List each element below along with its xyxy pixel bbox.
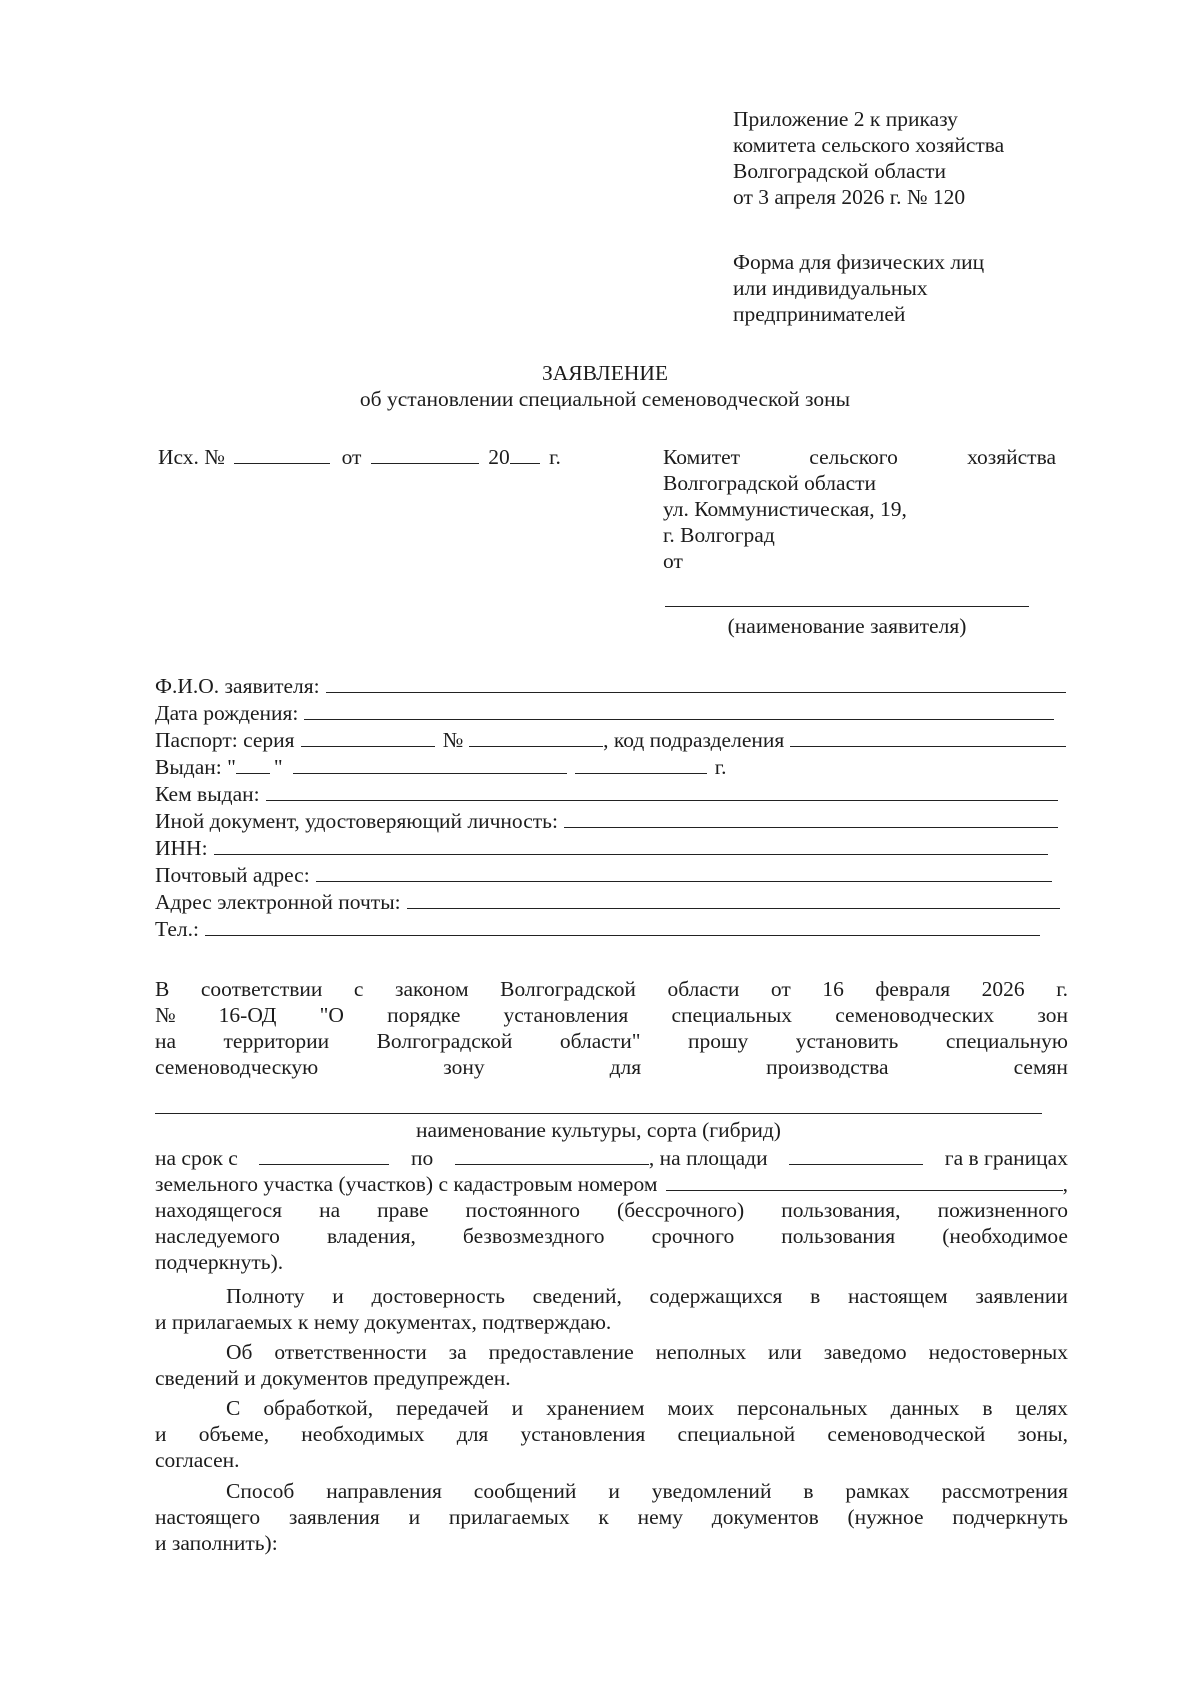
word: г.	[1056, 977, 1068, 1001]
form-type-line: или индивидуальных	[733, 276, 928, 300]
word: и	[332, 1284, 344, 1308]
word: установления	[520, 1422, 646, 1446]
outgoing-date-field[interactable]	[371, 444, 479, 464]
word: зон	[1037, 1003, 1068, 1027]
p4-line-3: и заполнить):	[155, 1531, 278, 1555]
word: специальной	[677, 1422, 796, 1446]
rights-line-1	[155, 1197, 1068, 1223]
addressee-word: сельского	[809, 445, 898, 469]
word: "О	[319, 1003, 344, 1027]
inn-label: ИНН:	[155, 836, 208, 860]
passport-number-field[interactable]	[469, 727, 603, 747]
personal-data-consent-paragraph	[155, 1395, 1068, 1473]
word: установления	[503, 1003, 629, 1027]
word: целях	[1015, 1396, 1068, 1420]
word: сообщений	[473, 1479, 577, 1503]
form-type-note	[733, 249, 984, 327]
word: от	[770, 977, 791, 1001]
inn-row	[155, 835, 1048, 862]
word: заявления	[288, 1505, 380, 1529]
word: в	[803, 1479, 814, 1503]
term-from-label: на срок с	[155, 1146, 238, 1170]
p3-line-2	[155, 1421, 1068, 1447]
request-line-2	[155, 1002, 1068, 1028]
word: и	[155, 1422, 167, 1446]
word: передачей	[396, 1396, 489, 1420]
postal-address-field[interactable]	[316, 862, 1052, 882]
word: срочного	[651, 1224, 735, 1248]
word: настоящего	[155, 1505, 261, 1529]
addressee-word: хозяйства	[967, 445, 1056, 469]
cadastral-line	[155, 1171, 1068, 1197]
passport-code-label: , код подразделения	[603, 728, 785, 752]
area-label: , на площади	[648, 1146, 768, 1170]
word: семеноводческих	[835, 1003, 995, 1027]
word: области"	[559, 1029, 641, 1053]
outgoing-no-field[interactable]	[234, 444, 330, 464]
word: обработкой,	[263, 1396, 374, 1420]
word: Полноту	[226, 1284, 305, 1308]
passport-code-field[interactable]	[790, 727, 1066, 747]
other-document-field[interactable]	[564, 808, 1058, 828]
word: зоны,	[1017, 1422, 1068, 1446]
cadastral-label: земельного участка (участков) с кадастровым номером	[155, 1172, 658, 1196]
cadastral-comma: ,	[1062, 1172, 1068, 1196]
request-paragraph	[155, 976, 1068, 1080]
addressee-line-3: ул. Коммунистическая, 19,	[663, 497, 907, 521]
word: (необходимое	[942, 1224, 1068, 1248]
word: с	[353, 977, 364, 1001]
addressee-block	[663, 444, 1056, 574]
outgoing-no-label: Исх. №	[158, 445, 225, 469]
email-field[interactable]	[407, 889, 1060, 909]
word: 16	[822, 977, 844, 1001]
word: рамках	[845, 1479, 910, 1503]
issued-label: Выдан: "	[155, 755, 236, 779]
request-line-1	[155, 976, 1068, 1002]
fio-field[interactable]	[326, 673, 1066, 693]
word: для	[609, 1055, 642, 1079]
word: и	[408, 1505, 421, 1529]
title-main: ЗАЯВЛЕНИЕ	[541, 361, 669, 385]
term-to-label: по	[411, 1146, 434, 1170]
other-document-label: Иной документ, удостоверяющий личность:	[155, 809, 558, 833]
word: Волгоградской	[376, 1029, 513, 1053]
word: семян	[1013, 1055, 1068, 1079]
word: или	[768, 1340, 802, 1364]
word: специальных	[671, 1003, 793, 1027]
word: документов	[711, 1505, 819, 1529]
culture-name-field[interactable]	[155, 1113, 1042, 1114]
p2-line-2: сведений и документов предупрежден.	[155, 1366, 511, 1390]
word: моих	[667, 1396, 715, 1420]
word: неполных	[655, 1340, 747, 1364]
applicant-name-caption: (наименование заявителя)	[727, 614, 967, 638]
word: и	[511, 1396, 524, 1420]
culture-name-caption: наименование культуры, сорта (гибрид)	[416, 1118, 781, 1142]
appendix-reference	[733, 106, 1004, 210]
word: семеноводческую	[155, 1055, 319, 1079]
issued-year-field[interactable]	[575, 754, 707, 774]
word: специальную	[945, 1029, 1068, 1053]
word: праве	[377, 1198, 429, 1222]
word: порядке	[387, 1003, 461, 1027]
other-document-row	[155, 808, 1058, 835]
word: содержащихся	[649, 1284, 783, 1308]
fio-label: Ф.И.О. заявителя:	[155, 674, 320, 698]
postal-address-label: Почтовый адрес:	[155, 863, 310, 887]
word: В	[155, 977, 170, 1001]
word: необходимых	[301, 1422, 425, 1446]
issued-day-field[interactable]	[236, 754, 270, 774]
form-type-line: Форма для физических лиц	[733, 250, 985, 274]
word: хранением	[546, 1396, 645, 1420]
word: владения,	[326, 1224, 416, 1248]
issued-by-label: Кем выдан:	[155, 782, 260, 806]
issued-month-field[interactable]	[293, 754, 567, 774]
postal-address-row	[155, 862, 1052, 889]
word: персональных	[737, 1396, 868, 1420]
word: постоянного	[465, 1198, 581, 1222]
word: пользования	[781, 1224, 896, 1248]
fio-row	[155, 673, 1066, 700]
passport-number-label: №	[442, 728, 464, 752]
word: Волгоградской	[500, 977, 636, 1001]
p3-line-3: согласен.	[155, 1448, 240, 1472]
word: в	[810, 1284, 821, 1308]
word: находящегося	[155, 1198, 283, 1222]
request-line-4	[155, 1054, 1068, 1080]
passport-series-label: Паспорт: серия	[155, 728, 295, 752]
word: прилагаемых	[448, 1505, 570, 1529]
appendix-line: Волгоградской области	[733, 159, 947, 183]
birth-date-label: Дата рождения:	[155, 701, 299, 725]
word: зону	[443, 1055, 485, 1079]
word: ответственности	[274, 1340, 427, 1364]
addressee-line-5: от	[663, 549, 683, 573]
word: (бессрочного)	[617, 1198, 745, 1222]
term-to-field[interactable]	[455, 1145, 649, 1165]
birth-date-row	[155, 700, 1054, 727]
word: подчеркнуть	[952, 1505, 1068, 1529]
word: 2026	[981, 977, 1025, 1001]
term-area-block	[155, 1145, 1068, 1275]
word: на	[319, 1198, 341, 1222]
word: за	[448, 1340, 467, 1364]
request-line-3	[155, 1028, 1068, 1054]
passport-row	[155, 727, 1066, 754]
rights-line-2	[155, 1223, 1068, 1249]
outgoing-from-label: от	[341, 445, 362, 469]
word: наследуемого	[155, 1224, 280, 1248]
word: Способ	[226, 1479, 295, 1503]
rights-line-3: подчеркнуть).	[155, 1250, 284, 1274]
word: прошу	[687, 1029, 749, 1053]
addressee-line-4: г. Волгоград	[663, 523, 775, 547]
word: данных	[890, 1396, 960, 1420]
word: нему	[637, 1505, 683, 1529]
issued-row	[155, 754, 1066, 781]
word: Об	[226, 1340, 253, 1364]
word: в	[982, 1396, 993, 1420]
form-type-line: предпринимателей	[733, 302, 906, 326]
appendix-line: комитета сельского хозяйства	[733, 133, 1005, 157]
p2-line-1	[155, 1339, 1068, 1365]
word: пользования,	[781, 1198, 901, 1222]
word: С	[226, 1396, 241, 1420]
p4-line-2	[155, 1504, 1068, 1530]
word: соответствии	[200, 977, 323, 1001]
word: направления	[326, 1479, 442, 1503]
outgoing-year-field[interactable]	[510, 444, 540, 464]
outgoing-year-suffix: г.	[549, 445, 561, 469]
word: и	[608, 1479, 620, 1503]
appendix-line: Приложение 2 к приказу	[733, 107, 958, 131]
word: заведомо	[823, 1340, 907, 1364]
phone-field[interactable]	[205, 916, 1040, 936]
applicant-name-field[interactable]	[665, 606, 1029, 607]
issued-by-row	[155, 781, 1058, 808]
word: уведомлений	[651, 1479, 772, 1503]
word: №	[155, 1003, 176, 1027]
p4-line-1	[155, 1478, 1068, 1504]
word: настоящем	[847, 1284, 948, 1308]
responsibility-paragraph	[155, 1339, 1068, 1391]
completeness-paragraph	[155, 1283, 1068, 1335]
word: февраля	[875, 977, 951, 1001]
word: пожизненного	[937, 1198, 1068, 1222]
area-field[interactable]	[789, 1145, 923, 1165]
word: сведений,	[532, 1284, 622, 1308]
addressee-line-1	[663, 444, 1056, 470]
outgoing-number-line	[158, 444, 561, 470]
word: семеноводческой	[827, 1422, 986, 1446]
word: для	[456, 1422, 489, 1446]
word: (нужное	[847, 1505, 924, 1529]
outgoing-year-label: 20	[488, 445, 510, 469]
word: установить	[795, 1029, 899, 1053]
addressee-line-2: Волгоградской области	[663, 471, 877, 495]
p3-line-1	[155, 1395, 1068, 1421]
term-from-field[interactable]	[259, 1145, 389, 1165]
cadastral-number-field[interactable]	[666, 1171, 1063, 1191]
word: безвозмездного	[462, 1224, 605, 1248]
birth-date-field[interactable]	[304, 700, 1054, 720]
email-label: Адрес электронной почты:	[155, 890, 401, 914]
passport-series-field[interactable]	[301, 727, 435, 747]
email-row	[155, 889, 1060, 916]
word: на	[155, 1029, 177, 1053]
word: к	[598, 1505, 609, 1529]
word: производства	[766, 1055, 889, 1079]
word: законом	[395, 977, 469, 1001]
word: области	[667, 977, 740, 1001]
word: рассмотрения	[941, 1479, 1068, 1503]
term-line	[155, 1145, 1068, 1171]
addressee-word: Комитет	[663, 445, 741, 469]
inn-field[interactable]	[214, 835, 1048, 855]
document-title	[250, 360, 960, 412]
word: объеме,	[198, 1422, 270, 1446]
word: достоверность	[371, 1284, 505, 1308]
issued-quote: "	[273, 755, 283, 779]
p1-line-1	[155, 1283, 1068, 1309]
word: заявлении	[975, 1284, 1068, 1308]
word: территории	[223, 1029, 330, 1053]
issued-year-suffix: г.	[714, 755, 727, 779]
word: недостоверных	[928, 1340, 1068, 1364]
phone-label: Тел.:	[155, 917, 199, 941]
title-subtitle: об установлении специальной семеноводческой зоны	[359, 387, 851, 411]
word: 16-ОД	[218, 1003, 277, 1027]
notification-method-paragraph	[155, 1478, 1068, 1556]
appendix-line: от 3 апреля 2026 г. № 120	[733, 185, 966, 209]
p1-line-2: и прилагаемых к нему документах, подтверждаю.	[155, 1310, 612, 1334]
word: предоставление	[488, 1340, 634, 1364]
area-suffix: га в границах	[944, 1146, 1068, 1170]
personal-data-fields	[155, 673, 1066, 943]
phone-row	[155, 916, 1040, 943]
issued-by-field[interactable]	[266, 781, 1058, 801]
